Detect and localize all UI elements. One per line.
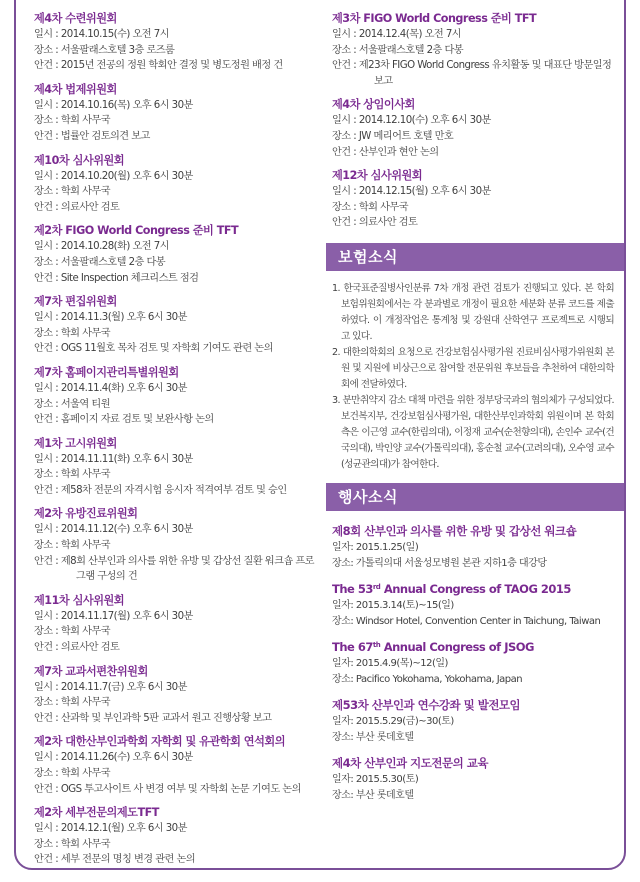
meeting-entry <box>34 664 322 727</box>
meeting-detail-line: 안건 : 법률안 검토의견 보고 <box>34 130 150 142</box>
meeting-entry <box>34 82 322 145</box>
event-title-text: 제4차 산부인과 지도전문의 교육 <box>332 755 488 770</box>
event-title-text-end: Annual Congress of TAOG 2015 <box>380 581 571 596</box>
meeting-detail-line: 일시 : 2014.11.3(월) 오후 6시 30분 <box>34 312 187 324</box>
meeting-entry <box>34 223 322 286</box>
event-entry <box>332 755 614 804</box>
meeting-detail-line: 장소 : 학회 사무국 <box>34 115 110 127</box>
event-entry <box>332 697 614 746</box>
meeting-detail-line: 장소 : 학회 사무국 <box>34 626 110 638</box>
meeting-title: 제1차 고시위원회 <box>34 436 117 450</box>
meeting-detail-line: 장소 : 학회 사무국 <box>34 697 110 709</box>
event-date: 일자: 2015.5.29(금)~30(토) <box>332 715 454 727</box>
insurance-news-list <box>332 281 614 473</box>
meeting-detail-line: 일시 : 2014.12.10(수) 오후 6시 30분 <box>332 115 491 127</box>
event-title-text: 제8회 산부인과 의사를 위한 유방 및 갑상선 워크숍 <box>332 523 577 538</box>
meeting-detail-line: 안건 : 의료사안 검토 <box>34 642 120 654</box>
meeting-detail-line: 안건 : OGS 투고사이트 사 변경 여부 및 자학회 논문 기여도 논의 <box>34 783 301 795</box>
meetings-right-list <box>332 11 614 231</box>
event-date: 일자: 2015.5.30(토) <box>332 773 419 785</box>
meeting-detail-line: 안건 : 제23차 FIGO World Congress 유치활동 및 대표단 방문일정 보고 <box>332 60 612 87</box>
insurance-news-heading: 보험소식 <box>326 243 624 271</box>
meeting-detail-line: 장소 : 학회 사무국 <box>34 540 110 552</box>
event-title-ordinal: th <box>372 640 381 649</box>
event-venue: 장소: 가톨릭의대 서울성모병원 본관 지하1층 대강당 <box>332 557 547 569</box>
event-news-heading: 행사소식 <box>326 483 624 511</box>
meeting-detail-line: 안건 : 산부인과 현안 논의 <box>332 146 439 158</box>
meeting-detail-line: 장소 : 서울팔래스호텔 2층 다봉 <box>34 256 166 268</box>
meeting-detail-line: 안건 : OGS 11월호 목차 검토 및 자학회 기여도 관련 논의 <box>34 343 273 355</box>
meeting-detail-line: 일시 : 2014.11.26(수) 오후 6시 30분 <box>34 752 193 764</box>
event-entry <box>332 639 614 688</box>
meeting-detail-line: 일시 : 2014.12.1(월) 오후 6시 30분 <box>34 823 187 835</box>
meeting-detail-line: 안건 : 의료사안 검토 <box>332 217 418 229</box>
meeting-detail-line: 일시 : 2014.11.7(금) 오후 6시 30분 <box>34 681 187 693</box>
event-news-list <box>332 523 614 804</box>
insurance-item: 2. 대한의학회의 요청으로 건강보험심사평가원 진료비심사평가위원회 본원 및 지원에 비상근으로 참여할 전문위원 후보들을 추천하여 대한의학회에 전달하였다. <box>332 346 614 390</box>
meeting-detail-line: 일시 : 2014.12.15(월) 오후 6시 30분 <box>332 186 491 198</box>
meeting-detail-line: 일시 : 2014.10.28(화) 오전 7시 <box>34 241 169 253</box>
meeting-title: 제4차 수련위원회 <box>34 12 117 25</box>
meeting-detail-line: 일시 : 2014.10.16(목) 오후 6시 30분 <box>34 99 193 111</box>
meeting-detail-line: 안건 : 산과학 및 부인과학 5판 교과서 원고 진행상황 보고 <box>34 712 272 724</box>
meeting-detail-line: 일시 : 2014.12.4(목) 오전 7시 <box>332 29 462 40</box>
meeting-title: 제11차 심사위원회 <box>34 593 125 607</box>
meeting-title: 제10차 심사위원회 <box>34 153 125 167</box>
meeting-detail-line: 안건 : 세부 전문의 명칭 변경 관련 논의 <box>34 854 196 866</box>
meeting-title: 제7차 교과서편찬위원회 <box>34 664 148 678</box>
event-entry <box>332 581 614 630</box>
event-entry <box>332 523 614 572</box>
meeting-detail-line: 일시 : 2014.10.20(월) 오후 6시 30분 <box>34 170 193 182</box>
meeting-detail-line: 장소 : 학회 사무국 <box>34 469 110 481</box>
meeting-detail-line: 장소 : JW 메리어트 호텔 만호 <box>332 130 454 142</box>
meeting-detail-line: 장소 : 학회 사무국 <box>332 201 408 213</box>
event-venue: 장소: 부산 롯데호텔 <box>332 789 414 801</box>
event-venue: 장소: Windsor Hotel, Convention Center in Taichung, Taiwan <box>332 615 601 627</box>
event-title <box>332 755 614 772</box>
meeting-entry <box>332 11 614 89</box>
event-date: 일자: 2015.1.25(일) <box>332 541 419 553</box>
event-date: 일자: 2015.3.14(토)~15(일) <box>332 599 454 611</box>
meeting-detail-line: 안건 : Site Inspection 체크리스트 점검 <box>34 272 199 284</box>
meeting-title: 제4차 법제위원회 <box>34 82 117 96</box>
meetings-left-column <box>34 11 322 876</box>
meeting-title: 제2차 FIGO World Congress 준비 TFT <box>34 224 239 238</box>
meeting-entry <box>332 97 614 160</box>
meeting-entry <box>34 436 322 499</box>
meeting-entry <box>34 365 322 428</box>
event-title <box>332 697 614 714</box>
meeting-title: 제3차 FIGO World Congress 준비 TFT <box>332 12 537 25</box>
event-venue: 장소: Pacifico Yokohama, Yokohama, Japan <box>332 673 523 685</box>
insurance-item: 1. 한국표준질병사인분류 7차 개정 관련 검토가 진행되고 있다. 본 학회 보험위원회에서는 각 분과별로 개정이 필요한 세분화 분류 코드를 제출하였다. 이 개정작업은 통계청 및 강원대 산학연구 프로젝트로 시행되고 있다. <box>332 282 614 342</box>
event-title <box>332 639 614 656</box>
meeting-entry <box>34 593 322 656</box>
meeting-entry <box>332 168 614 231</box>
meeting-title: 제4차 상임이사회 <box>332 98 415 112</box>
insurance-item: 3. 분만취약지 감소 대책 마련을 위한 정부당국과의 협의체가 구성되었다. 보건복지부, 건강보험심사평가원, 대한산부인과학회 위원이며 본 학회 측은 이근영 교수(한림의대), 이정재 교수(순천향의대), 손인수 교수(건국의대), 박인양 교수(가톨릭의대), 홍순철 교수(고려의대), 오수영 교수(성균관의대)가 참여한다. <box>332 394 614 470</box>
meeting-detail-line: 장소 : 서울팔래스호텔 2층 다봉 <box>332 44 464 56</box>
event-title-text-end: Annual Congress of JSOG <box>380 639 534 654</box>
meeting-detail-line: 안건 : 2015년 전공의 정원 학회안 결정 및 병도정원 배정 건 <box>34 60 283 72</box>
event-date: 일자: 2015.4.9(목)~12(일) <box>332 657 448 669</box>
meeting-entry <box>34 506 322 584</box>
meeting-title: 제2차 유방진료위원회 <box>34 507 138 521</box>
event-title-text: 제53차 산부인과 연수강좌 및 발전모임 <box>332 697 521 712</box>
meeting-detail-line: 일시 : 2014.10.15(수) 오전 7시 <box>34 29 169 40</box>
event-venue: 장소: 부산 롯데호텔 <box>332 731 414 743</box>
meeting-detail-line: 장소 : 학회 사무국 <box>34 327 110 339</box>
meeting-detail-line: 일시 : 2014.11.17(월) 오후 6시 30분 <box>34 610 193 622</box>
event-title-text: The 53 <box>332 581 373 596</box>
meeting-detail-line: 장소 : 학회 사무국 <box>34 838 110 850</box>
meeting-detail-line: 장소 : 서울역 티원 <box>34 398 110 410</box>
meeting-entry <box>34 153 322 216</box>
meeting-title: 제7차 홈페이지관리특별위원회 <box>34 365 179 379</box>
event-title <box>332 523 614 540</box>
meeting-entry <box>34 11 322 74</box>
meeting-title: 제2차 세부전문의제도TFT <box>34 806 159 820</box>
meeting-entry <box>34 805 322 868</box>
meeting-detail-line: 안건 : 제8회 산부인과 의사를 위한 유방 및 갑상선 질환 워크숍 프로그램 구성의 건 <box>34 555 314 583</box>
meeting-title: 제12차 심사위원회 <box>332 169 423 183</box>
meeting-detail-line: 안건 : 홈페이지 자료 검토 및 보완사항 논의 <box>34 414 214 426</box>
meeting-title: 제7차 편집위원회 <box>34 295 117 309</box>
meeting-detail-line: 일시 : 2014.11.12(수) 오후 6시 30분 <box>34 524 193 536</box>
meeting-detail-line: 일시 : 2014.11.4(화) 오후 6시 30분 <box>34 382 187 394</box>
event-title-text: The 67 <box>332 639 373 654</box>
meeting-entry <box>34 734 322 797</box>
meeting-entry <box>34 294 322 357</box>
event-title <box>332 581 614 598</box>
meeting-detail-line: 장소 : 학회 사무국 <box>34 768 110 779</box>
right-column <box>332 11 614 813</box>
meeting-detail-line: 장소 : 서울팔래스호텔 3층 로즈룸 <box>34 44 175 56</box>
meeting-detail-line: 안건 : 의료사안 검토 <box>34 201 120 213</box>
meeting-title: 제2차 대한산부인과학회 자학회 및 유관학회 연석회의 <box>34 735 286 749</box>
event-title-ordinal: rd <box>372 582 381 591</box>
meeting-detail-line: 안건 : 제58차 전문의 자격시험 응시자 적격여부 검토 및 승인 <box>34 484 287 496</box>
meeting-detail-line: 일시 : 2014.11.11(화) 오후 6시 30분 <box>34 453 193 465</box>
meeting-detail-line: 장소 : 학회 사무국 <box>34 186 110 198</box>
